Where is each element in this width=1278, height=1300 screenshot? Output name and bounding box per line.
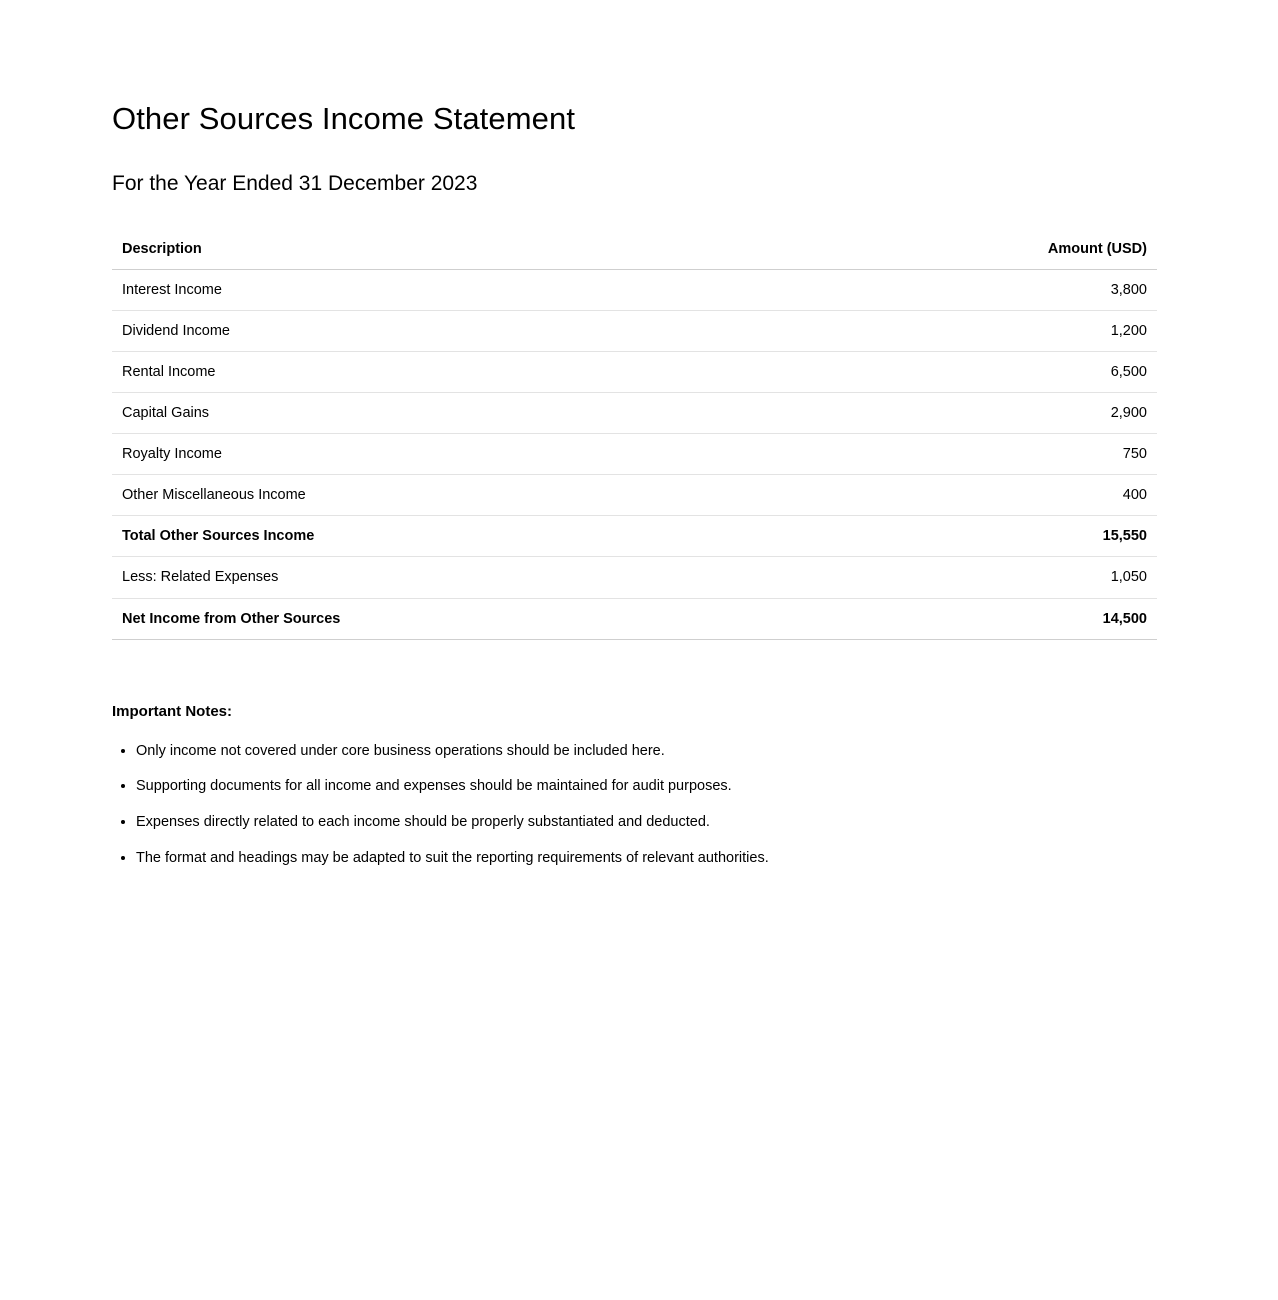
row-amount: 2,900 xyxy=(635,392,1158,433)
table-row xyxy=(112,557,1157,598)
income-statement-table xyxy=(112,229,1157,639)
row-description: Capital Gains xyxy=(112,392,635,433)
page-subtitle: For the Year Ended 31 December 2023 xyxy=(112,172,478,196)
row-amount: 15,550 xyxy=(635,516,1158,557)
table-header xyxy=(112,229,1157,269)
row-amount: 3,800 xyxy=(635,269,1158,310)
list-item: • Expenses directly related to each income should be properly substantiated and deducted. xyxy=(136,813,1166,832)
column-header-amount: Amount (USD) xyxy=(635,229,1158,269)
row-description: Other Miscellaneous Income xyxy=(112,475,635,516)
table-header-row xyxy=(112,229,1157,269)
row-amount: 1,200 xyxy=(635,310,1158,351)
notes-heading: Important Notes: xyxy=(112,702,232,720)
table-body xyxy=(112,269,1157,639)
table-row xyxy=(112,351,1157,392)
table-row-total xyxy=(112,516,1157,557)
table-row xyxy=(112,475,1157,516)
list-item: • Supporting documents for all income and expenses should be maintained for audit purposes. xyxy=(136,777,1166,796)
row-description: Royalty Income xyxy=(112,434,635,475)
row-amount: 14,500 xyxy=(635,598,1158,639)
list-item: • Only income not covered under core business operations should be included here. xyxy=(136,742,1166,761)
column-header-description: Description xyxy=(112,229,635,269)
table-row xyxy=(112,269,1157,310)
table-row xyxy=(112,434,1157,475)
row-description: Total Other Sources Income xyxy=(112,516,635,557)
row-amount: 750 xyxy=(635,434,1158,475)
row-description: Net Income from Other Sources xyxy=(112,598,635,639)
notes-list xyxy=(112,742,1166,868)
table-row xyxy=(112,392,1157,433)
row-description: Dividend Income xyxy=(112,310,635,351)
row-amount: 1,050 xyxy=(635,557,1158,598)
page-title: Other Sources Income Statement xyxy=(112,101,576,136)
row-description: Less: Related Expenses xyxy=(112,557,635,598)
table-row-net-income xyxy=(112,598,1157,639)
list-item: • The format and headings may be adapted to suit the reporting requirements of relevant authorities. xyxy=(136,849,1166,868)
row-amount: 400 xyxy=(635,475,1158,516)
row-description: Rental Income xyxy=(112,351,635,392)
table-row xyxy=(112,310,1157,351)
row-amount: 6,500 xyxy=(635,351,1158,392)
row-description: Interest Income xyxy=(112,269,635,310)
